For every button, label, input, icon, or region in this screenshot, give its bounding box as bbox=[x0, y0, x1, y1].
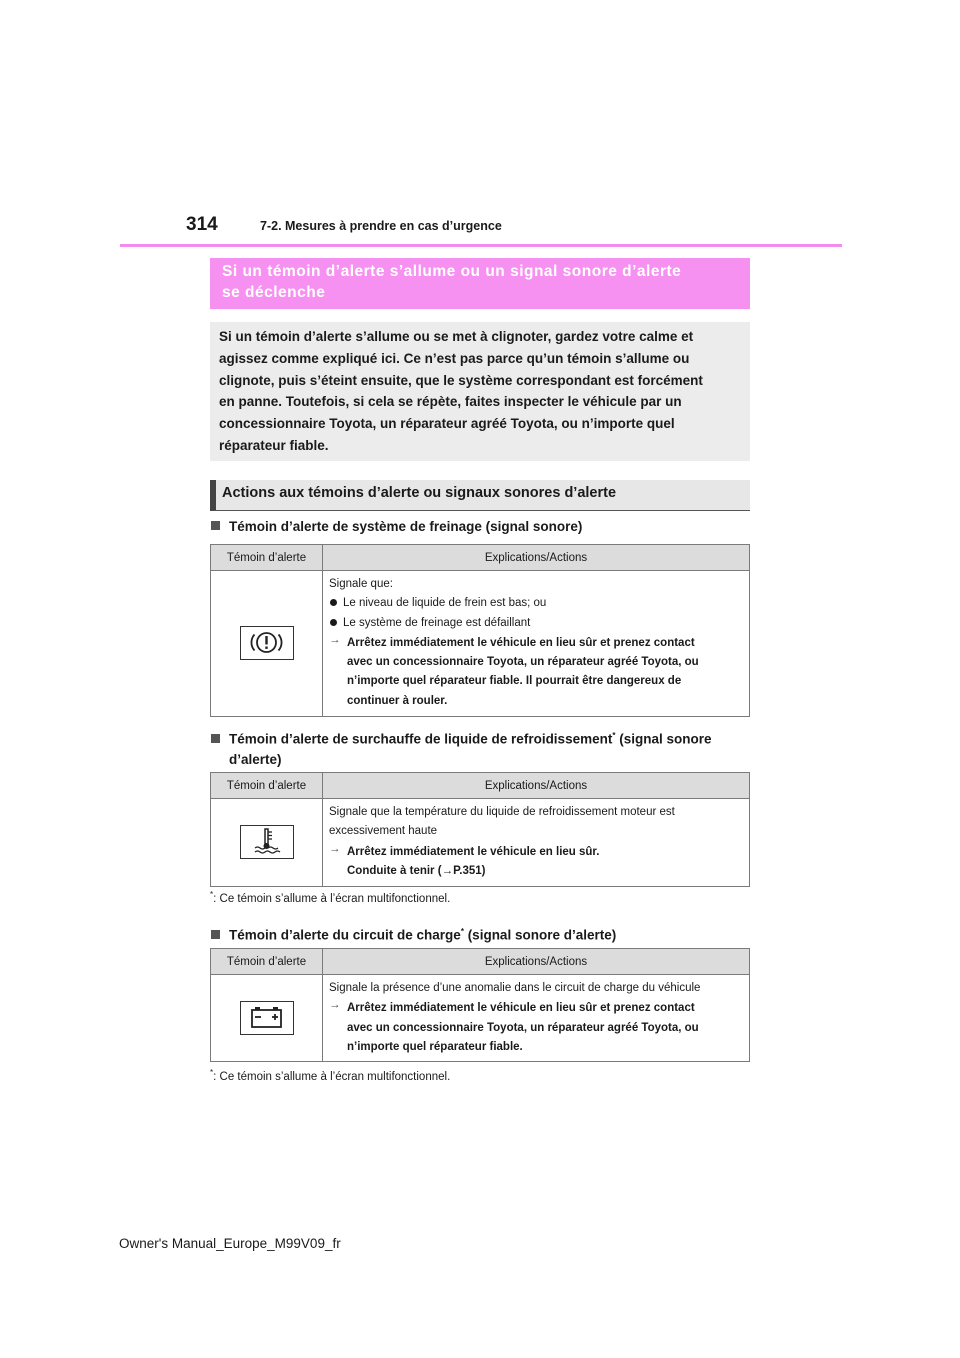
action-line: Arrêtez immédiatement le véhicule en lieu sûr et prenez contact bbox=[347, 636, 695, 649]
action-line: Conduite à tenir (→P.351) bbox=[347, 864, 486, 877]
table-header-warning: Témoin d’alerte bbox=[211, 545, 323, 571]
explanation-line: excessivement haute bbox=[329, 825, 438, 838]
explanation-line: Signale la présence d’une anomalie dans le circuit de charge du véhicule bbox=[329, 982, 701, 994]
arrow-icon: → bbox=[329, 633, 341, 646]
action-line: avec un concessionnaire Toyota, un réparateur agréé Toyota, ou bbox=[347, 1021, 699, 1034]
square-bullet-icon bbox=[211, 521, 220, 530]
action-block bbox=[329, 634, 741, 711]
brake-warning-table bbox=[210, 544, 750, 717]
action-line: n’importe quel réparateur fiable. bbox=[347, 1040, 523, 1053]
coolant-temperature-icon bbox=[240, 825, 294, 859]
item-title-coolant: Témoin d’alerte de surchauffe de liquide de refroidissement* (signal sonore d’alerte) bbox=[211, 726, 751, 770]
battery-charge-icon bbox=[240, 1001, 294, 1035]
table-header-warning: Témoin d’alerte bbox=[211, 773, 323, 799]
item-title-text: Témoin d’alerte de système de freinage (signal sonore) bbox=[229, 519, 583, 534]
table-header-explanations: Explications/Actions bbox=[323, 545, 750, 571]
item-title-charging: Témoin d’alerte du circuit de charge* (signal sonore d’alerte) bbox=[211, 922, 751, 946]
intro-box bbox=[210, 322, 750, 461]
arrow-icon: → bbox=[329, 999, 341, 1012]
page-number: 314 bbox=[186, 214, 218, 235]
bullet-item: Le système de freinage est défaillant bbox=[329, 614, 741, 633]
intro-line: en panne. Toutefois, si cela se répète, faites inspecter le véhicule par un bbox=[219, 394, 682, 410]
page-reference-link[interactable]: P.351) bbox=[453, 864, 486, 877]
action-line: continuer à rouler. bbox=[347, 694, 448, 707]
table-header-explanations: Explications/Actions bbox=[323, 773, 750, 799]
arrow-icon: → bbox=[441, 864, 454, 877]
explanation-intro: Signale que: bbox=[329, 578, 393, 590]
footnote-2: *: Ce témoin s’allume à l’écran multifonctionnel. bbox=[210, 1068, 451, 1083]
pink-title-line-1: Si un témoin d’alerte s’allume ou un signal sonore d’alerte bbox=[222, 263, 682, 280]
footnote-star: * bbox=[210, 890, 214, 899]
intro-line: réparateur fiable. bbox=[219, 437, 329, 453]
table-header-explanations: Explications/Actions bbox=[323, 949, 750, 975]
action-block bbox=[329, 843, 741, 882]
actions-subheader: Actions aux témoins d’alerte ou signaux sonores d’alerte bbox=[210, 480, 750, 511]
footer-manual-id: Owner's Manual_Europe_M99V09_fr bbox=[119, 1236, 341, 1251]
bullet-dot-icon bbox=[330, 619, 337, 626]
footnote-star: * bbox=[210, 1068, 214, 1077]
action-line: Arrêtez immédiatement le véhicule en lieu sûr et prenez contact bbox=[347, 1002, 695, 1015]
action-block bbox=[329, 999, 741, 1057]
pink-title-line-2: se déclenche bbox=[222, 284, 326, 301]
coolant-warning-table bbox=[210, 772, 750, 887]
charging-warning-table bbox=[210, 948, 750, 1062]
square-bullet-icon bbox=[211, 734, 220, 743]
intro-line: agissez comme expliqué ici. Ce n’est pas parce qu’un témoin s’allume ou bbox=[219, 350, 690, 366]
bullet-item: Le niveau de liquide de frein est bas; ou bbox=[329, 594, 741, 613]
square-bullet-icon bbox=[211, 930, 220, 939]
action-line: n’importe quel réparateur fiable. Il pourrait être dangereux de bbox=[347, 675, 682, 688]
item-title-brake bbox=[211, 517, 751, 537]
arrow-icon: → bbox=[329, 842, 341, 855]
table-header-warning: Témoin d’alerte bbox=[211, 949, 323, 975]
explanation-line: Signale que la température du liquide de refroidissement moteur est bbox=[329, 806, 675, 818]
footnote-star: * bbox=[612, 731, 616, 740]
section-header: 7-2. Mesures à prendre en cas d’urgence bbox=[260, 219, 502, 233]
action-line: avec un concessionnaire Toyota, un réparateur agréé Toyota, ou bbox=[347, 656, 699, 669]
intro-line: clignote, puis s’éteint ensuite, que le système correspondant est forcément bbox=[219, 372, 703, 388]
intro-line: concessionnaire Toyota, un réparateur agréé Toyota, ou n’importe quel bbox=[219, 416, 675, 432]
action-line: Arrêtez immédiatement le véhicule en lieu sûr. bbox=[347, 845, 600, 858]
footnote-1: *: Ce témoin s’allume à l’écran multifonctionnel. bbox=[210, 890, 451, 905]
bullet-dot-icon bbox=[330, 599, 337, 606]
footnote-star: * bbox=[460, 927, 464, 936]
pink-title-box bbox=[210, 258, 750, 309]
header-rule bbox=[120, 244, 842, 247]
intro-line: Si un témoin d’alerte s’allume ou se met à clignoter, gardez votre calme et bbox=[219, 329, 694, 344]
brake-warning-icon bbox=[240, 626, 294, 660]
